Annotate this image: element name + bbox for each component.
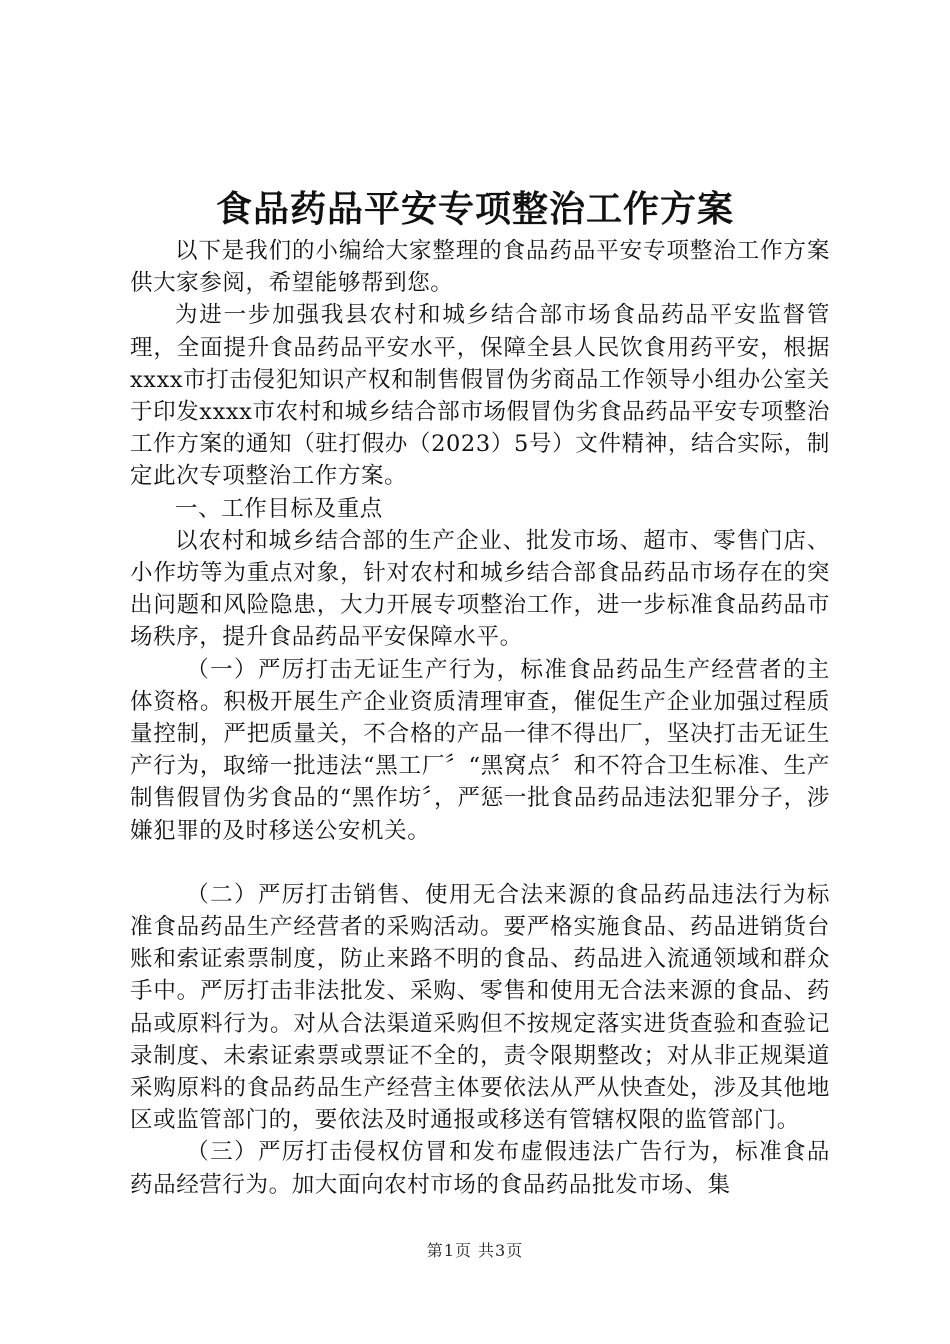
page-number-footer: 第1页 共3页 <box>426 1241 524 1260</box>
item-three-paragraph: （三）严厉打击侵权仿冒和发布虚假违法广告行为，标准食品药品经营行为。加大面向农村市场的食品药品批发市场、集 <box>130 1139 830 1198</box>
goal-paragraph: 以农村和城乡结合部的生产企业、批发市场、超市、零售门店、小作坊等为重点对象，针对农村和城乡结合部食品药品市场存在的突出问题和风险隐患，大力开展专项整治工作，进一步标准食品药品市场秩序，提升食品药品平安保障水平。 <box>130 527 830 651</box>
intro-paragraph: 以下是我们的小编给大家整理的食品药品平安专项整治工作方案供大家参阅，希望能够帮到您。 <box>130 238 830 297</box>
section-heading: 一、工作目标及重点 <box>175 495 383 522</box>
item-one-paragraph: （一）严厉打击无证生产行为，标准食品药品生产经营者的主体资格。积极开展生产企业资质清理审查，催促生产企业加强过程质量控制，严把质量关，不合格的产品一律不得出厂，坚决打击无证生产行为，取缔一批违法“黑工厂〞“黑窝点〞和不符合卫生标准、生产制售假冒伪劣食品的“黑作坊〞，严惩一批食品药品违法犯罪分子，涉嫌犯罪的及时移送公安机关。 <box>130 656 830 844</box>
document-title: 食品药品平安专项整治工作方案 <box>215 188 734 230</box>
document-body <box>130 235 830 1201</box>
item-two-paragraph: （二）严厉打击销售、使用无合法来源的食品药品违法行为标准食品药品生产经营者的采购活动。要严格实施食品、药品进销货台账和索证索票制度，防止来路不明的食品、药品进入流通领域和群众手中。严厉打击非法批发、采购、零售和使用无合法来源的食品、药品或原料行为。对从合法渠道采购但不按规定落实进货查验和查验记录制度、未索证索票或票证不全的，责令限期整改；对从非正规渠道采购原料的食品药品生产经营主体要依法从严从快查处，涉及其他地区或监管部门的，要依法及时通报或移送有管辖权限的监管部门。 <box>130 881 830 1134</box>
background-paragraph: 为进一步加强我县农村和城乡结合部市场食品药品平安监督管理，全面提升食品药品平安水平，保障全县人民饮食用药平安，根据xxxx市打击侵犯知识产权和制售假冒伪劣商品工作领导小组办公室关于印发xxxx市农村和城乡结合部市场假冒伪劣食品药品平安专项整治工作方案的通知（驻打假办（2023）5号）文件精神，结合实际，制定此次专项整治工作方案。 <box>130 302 830 490</box>
